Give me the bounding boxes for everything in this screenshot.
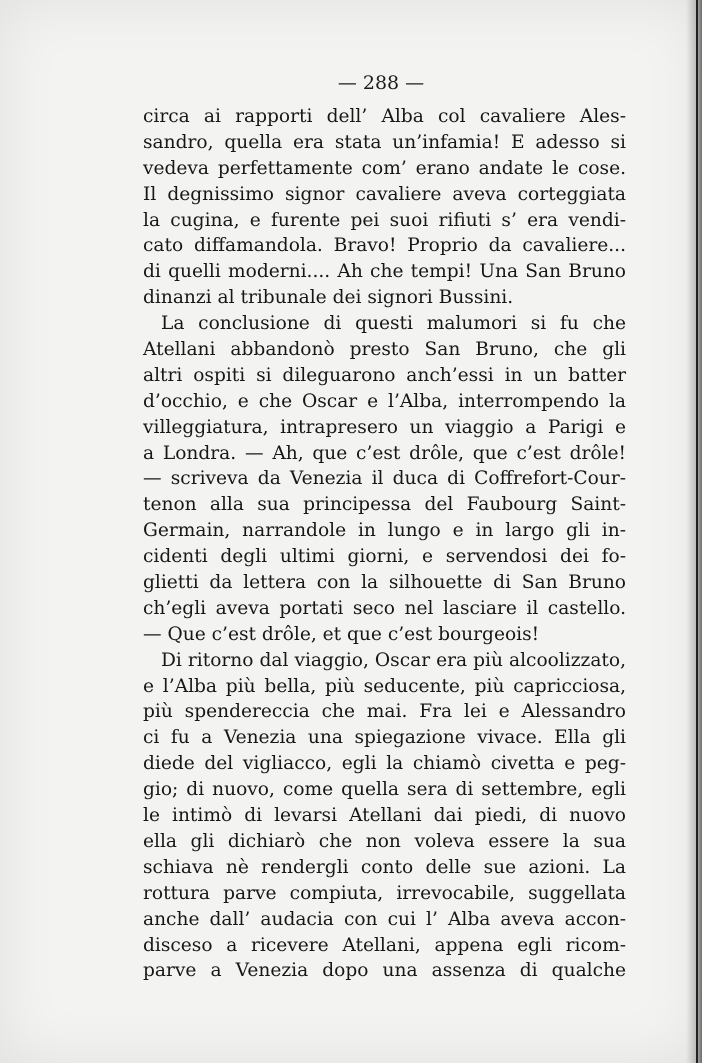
text-line: ch’egli aveva portati seco nel lasciare il castello. bbox=[143, 597, 626, 619]
text-line: sandro, quella era stata un’infamia! E adesso si bbox=[143, 131, 626, 153]
text-line: più spendereccia che mai. Fra lei e Alessandro bbox=[143, 701, 626, 723]
text-line: la cugina, e furente pei suoi rifiuti s’ era vendi- bbox=[143, 209, 626, 231]
text-line: di quelli moderni.... Ah che tempi! Una San Bruno bbox=[143, 261, 626, 283]
text-line: parve a Venezia dopo una assenza di qualche bbox=[143, 960, 626, 982]
text-line: e l’Alba più bella, più seducente, più capricciosa, bbox=[143, 675, 626, 697]
text-line: — scriveva da Venezia il duca di Coffrefort-Cour- bbox=[143, 468, 626, 490]
page-edge-shadow bbox=[686, 0, 702, 1063]
text-line: le intimò di levarsi Atellani dai piedi, di nuovo bbox=[143, 805, 626, 827]
text-line: tenon alla sua principessa del Faubourg Saint- bbox=[143, 494, 626, 516]
text-line: gio; di nuovo, come quella sera di settembre, egli bbox=[143, 779, 626, 801]
text-line: — Que c’est drôle, et que c’est bourgeois! bbox=[143, 623, 540, 645]
text-line: a Londra. — Ah, que c’est drôle, que c’est drôle! bbox=[143, 442, 626, 464]
text-line: Il degnissimo signor cavaliere aveva corteggiata bbox=[143, 183, 626, 205]
text-line: disceso a ricevere Atellani, appena egli ricom- bbox=[143, 934, 626, 956]
text-line: diede del vigliacco, egli la chiamò civetta e peg- bbox=[143, 753, 626, 775]
text-line: circa ai rapporti dell’ Alba col cavaliere Ales- bbox=[143, 106, 626, 127]
text-line: cato diffamandola. Bravo! Proprio da cavaliere... bbox=[143, 235, 626, 257]
text-line: Atellani abbandonò presto San Bruno, che gli bbox=[143, 339, 626, 361]
page-edge-line bbox=[696, 0, 698, 1063]
text-line: altri ospiti si dileguarono anch’essi in un batter bbox=[143, 364, 626, 386]
text-line: Germain, narrandole in lungo e in largo gli in- bbox=[143, 520, 626, 542]
text-line: vedeva perfettamente com’ erano andate le cose. bbox=[143, 157, 626, 179]
text-line: rottura parve compiuta, irrevocabile, suggellata bbox=[143, 882, 626, 904]
text-line: cidenti degli ultimi giorni, e servendosi dei fo- bbox=[143, 546, 626, 568]
paragraph-start-line: Di ritorno dal viaggio, Oscar era più alcoolizzato, bbox=[161, 649, 626, 671]
text-line: anche dall’ audacia con cui l’ Alba aveva accon- bbox=[143, 908, 626, 930]
text-line: schiava nè rendergli conto delle sue azioni. La bbox=[143, 856, 626, 878]
text-line: ci fu a Venezia una spiegazione vivace. Ella gli bbox=[143, 727, 626, 749]
text-line: d’occhio, e che Oscar e l’Alba, interrompendo la bbox=[143, 390, 626, 412]
page-number: — 288 — bbox=[337, 72, 425, 94]
text-line: ella gli dichiarò che non voleva essere la sua bbox=[143, 830, 626, 852]
text-line: glietti da lettera con la silhouette di San Bruno bbox=[143, 572, 626, 594]
body-text bbox=[143, 104, 626, 984]
paragraph-start-line: La conclusione di questi malumori si fu che bbox=[161, 313, 626, 335]
text-line: villeggiatura, intrapresero un viaggio a Parigi e bbox=[143, 416, 626, 438]
text-line: dinanzi al tribunale dei signori Bussini. bbox=[143, 287, 514, 309]
